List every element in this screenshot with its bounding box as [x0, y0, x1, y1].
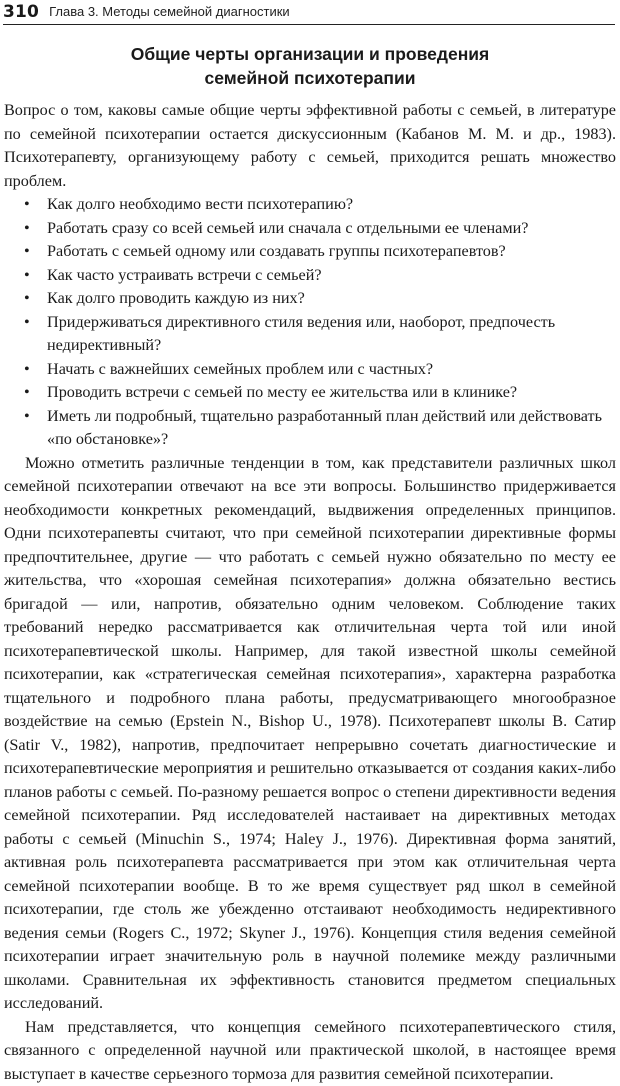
list-item	[4, 358, 616, 382]
section-title-line-1: Общие черты организации и проведения	[131, 44, 490, 64]
list-item	[4, 405, 616, 452]
question-list	[4, 193, 616, 452]
list-item	[4, 240, 616, 264]
list-item	[4, 217, 616, 241]
list-item	[4, 381, 616, 405]
list-item	[4, 311, 616, 358]
bullet-mark: •	[24, 264, 30, 288]
intro-paragraph: Вопрос о том, каковы самые общие черты эффективной работы с семьей, в литературе по семейной психотерапии остается дискуссионным (Кабанов М. М. и др., 1983). Психотерапевту, организующему работу с семьей, приходится решать множество проблем.	[4, 99, 616, 193]
list-item-text: Как долго проводить каждую из них?	[47, 289, 305, 307]
bullet-mark: •	[24, 240, 30, 264]
bullet-mark: •	[24, 287, 30, 311]
bullet-mark: •	[24, 193, 30, 217]
body-text	[4, 99, 616, 1086]
bullet-mark: •	[24, 217, 30, 241]
list-item	[4, 193, 616, 217]
bullet-mark: •	[24, 381, 30, 405]
bullet-mark: •	[24, 405, 30, 429]
paragraph-2: Можно отметить различные тенденции в том, как представители различных школ семейной психотерапии отвечают на все эти вопросы. Большинство придерживается необходимости конкретных рекомендаций, выдвижения определенных принципов. Одни психотерапевты считают, что при семейной психотерапии директивные формы предпочтительнее, другие — что работать с семьей нужно обязательно по месту ее жительства, что «хорошая семейная психотерапия» должна обязательно вестись бригадой — или, напротив, обязательно одним человеком. Соблюдение таких требований нередко рассматривается как отличительная черта той или иной психотерапевтической школы. Например, для такой известной школы семейной психотерапии, как «стратегическая семейная психотерапия», характерна разработка тщательного и подробного плана работы, предусматривающего многообразное воздействие на семью (Epstein N., Bishop U., 1978). Психотерапевт школы В. Сатир (Satir V., 1982), напротив, предпочитает непрерывно сочетать диагностические и психотерапевтические мероприятия и решительно отказывается от создания каких-либо планов работы с семьей. По-разному решается вопрос о степени директивности ведения семейной психотерапии. Ряд исследователей настаивает на директивных методах работы с семьей (Minuchin S., 1974; Haley J., 1976). Директивная форма занятий, активная роль психотерапевта рассматривается при этом как отличительная черта семейной психотерапии вообще. В то же время существует ряд школ в семейной психотерапии, где столь же убежденно отстаивают необходимость недирективного ведения семьи (Rogers C., 1972; Skyner J., 1976). Концепция стиля ведения семейной психотерапии играет значительную роль в научной полемике между различными школами. Сравнительная их эффективность становится предметом специальных исследований.	[4, 452, 616, 1016]
list-item-text: Иметь ли подробный, тщательно разработанный план действий или действовать «по обстановке»?	[47, 407, 602, 449]
list-item	[4, 264, 616, 288]
list-item-text: Проводить встречи с семьей по месту ее жительства или в клинике?	[47, 383, 517, 401]
list-item-text: Придерживаться директивного стиля ведения или, наоборот, предпочесть недирективный?	[47, 313, 555, 355]
section-title	[0, 42, 620, 90]
list-item-text: Начать с важнейших семейных проблем или с частных?	[47, 360, 433, 378]
list-item-text: Работать сразу со всей семьей или сначала с отдельными ее членами?	[47, 219, 528, 237]
list-item-text: Как долго необходимо вести психотерапию?	[47, 195, 353, 213]
page-number: 310	[3, 2, 39, 24]
list-item-text: Как часто устраивать встречи с семьей?	[47, 266, 322, 284]
section-title-line-2: семейной психотерапии	[205, 68, 416, 88]
page-header	[3, 0, 615, 25]
running-head: Глава 3. Методы семейной диагностики	[49, 3, 290, 24]
list-item	[4, 287, 616, 311]
bullet-mark: •	[24, 358, 30, 382]
list-item-text: Работать с семьей одному или создавать группы психотерапевтов?	[47, 242, 506, 260]
bullet-mark: •	[24, 311, 30, 335]
paragraph-3: Нам представляется, что концепция семейного психотерапевтического стиля, связанного с определенной научной или практической школой, в настоящее время выступает в качестве серьезного тормоза для развития семейной психотерапии.	[4, 1016, 616, 1086]
